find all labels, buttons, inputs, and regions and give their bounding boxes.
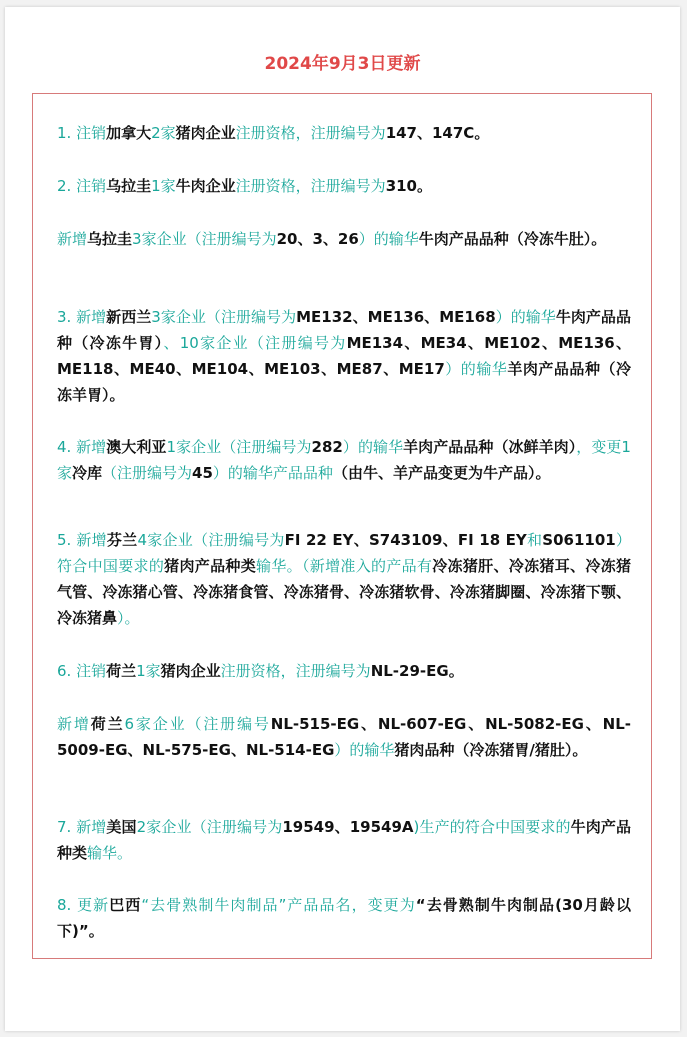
body-text: 1家 xyxy=(136,662,161,680)
emphasis-text: 加拿大 xyxy=(106,124,152,142)
emphasis-text: 羊肉产品品种（冷冻羊胃） xyxy=(57,360,631,404)
emphasis-text: 310 xyxy=(385,177,417,195)
body-text: 3家企业（注册编号为 xyxy=(151,308,297,326)
body-text: 1家 xyxy=(151,177,176,195)
body-text: 注册资格，注册编号为 xyxy=(220,662,371,680)
notice-page xyxy=(5,7,680,1031)
notice-item-4 xyxy=(57,434,631,486)
body-text: ）的输华 xyxy=(444,360,508,378)
emphasis-text: 。 xyxy=(448,662,464,680)
emphasis-text: 。 xyxy=(417,177,433,195)
emphasis-text: “去骨熟制牛肉制品(30月龄以下)” xyxy=(57,896,631,940)
emphasis-text: 澳大利亚 xyxy=(106,438,167,456)
emphasis-text: 新西兰 xyxy=(106,308,152,326)
emphasis-text: NL-515-EG、NL-607-EG、NL-5082-EG、NL-5009-EG、NL-575-EG、NL-514-EG xyxy=(57,715,631,759)
notice-item-5 xyxy=(57,527,631,631)
body-text: 4家企业（注册编号为 xyxy=(137,531,285,549)
body-text: ，变更1家 xyxy=(57,438,631,482)
emphasis-text: 。 xyxy=(535,464,551,482)
body-text: 新增 xyxy=(57,715,91,733)
body-text: ）的输华 xyxy=(358,230,419,248)
emphasis-text: 牛肉产品种类 xyxy=(57,818,631,862)
notice-item-6 xyxy=(57,658,631,684)
body-text: 1家企业（注册编号为 xyxy=(166,438,312,456)
body-text: 注册资格，注册编号为 xyxy=(235,124,386,142)
notice-item-1 xyxy=(57,120,631,146)
emphasis-text: 猪肉产品种类 xyxy=(164,557,257,575)
emphasis-text: 荷兰 xyxy=(106,662,137,680)
body-text: ）的输华 xyxy=(495,308,556,326)
emphasis-text: 芬兰 xyxy=(106,531,138,549)
emphasis-text: 。 xyxy=(109,386,125,404)
notice-box xyxy=(32,93,652,959)
body-text: 3. 新增 xyxy=(57,308,107,326)
emphasis-text: 牛肉企业 xyxy=(175,177,236,195)
body-text: )生产的符合中国要求的 xyxy=(413,818,571,836)
emphasis-text: 。 xyxy=(591,230,607,248)
body-text: 1. 注销 xyxy=(57,124,107,142)
body-text: 6. 注销 xyxy=(57,662,107,680)
emphasis-text: 牛肉产品品种（冷冻牛胃） xyxy=(57,308,631,352)
emphasis-text: 。 xyxy=(474,124,490,142)
body-text: 2家 xyxy=(151,124,176,142)
emphasis-text: ME132、ME136、ME168 xyxy=(296,308,496,326)
emphasis-text: 147、147C xyxy=(385,124,475,142)
emphasis-text: 。 xyxy=(572,741,588,759)
body-text: ）的输华 xyxy=(334,741,395,759)
emphasis-text: S061101 xyxy=(542,531,616,549)
body-text: 注册资格，注册编号为 xyxy=(235,177,386,195)
body-text: ）。 xyxy=(117,609,140,627)
emphasis-text: ME134、ME34、ME102、ME136、ME118、ME40、ME104、ME103、ME87、ME17 xyxy=(57,334,631,378)
notice-item-2 xyxy=(57,173,631,199)
body-text: 2家企业（注册编号为 xyxy=(136,818,283,836)
emphasis-text: 冷库 xyxy=(72,464,103,482)
body-text: 2. 注销 xyxy=(57,177,107,195)
emphasis-text: 美国 xyxy=(106,818,137,836)
notice-item-2-addition xyxy=(57,226,631,252)
emphasis-text: 45 xyxy=(192,464,213,482)
emphasis-text: 羊肉产品品种（冰鲜羊肉） xyxy=(403,438,577,456)
body-text: 新增 xyxy=(57,230,88,248)
body-text: 5. 新增 xyxy=(57,531,107,549)
emphasis-text: 牛肉产品品种（冷冻牛肚） xyxy=(418,230,592,248)
emphasis-text: （由牛、羊产品变更为牛产品） xyxy=(332,464,536,482)
body-text: 8. 更新 xyxy=(57,896,110,914)
notice-item-8 xyxy=(57,892,631,944)
body-text: 输华。（新增准入的产品有 xyxy=(256,557,433,575)
body-text: ）的输华产品品种 xyxy=(212,464,333,482)
notice-item-6-addition xyxy=(57,711,631,763)
emphasis-text: 。 xyxy=(88,922,104,940)
body-text: 7. 新增 xyxy=(57,818,107,836)
emphasis-text: 荷兰 xyxy=(90,715,125,733)
emphasis-text: 乌拉圭 xyxy=(87,230,133,248)
emphasis-text: 乌拉圭 xyxy=(106,177,152,195)
emphasis-text: 猪肉品种（冷冻猪胃/猪肚） xyxy=(394,741,573,759)
body-text: 3家企业（注册编号为 xyxy=(132,230,277,248)
emphasis-text: 猪肉企业 xyxy=(160,662,221,680)
body-text: 4. 新增 xyxy=(57,438,107,456)
body-text: 输华。 xyxy=(87,844,133,862)
emphasis-text: 猪肉企业 xyxy=(175,124,236,142)
emphasis-text: NL-29-EG xyxy=(370,662,449,680)
emphasis-text: FI 22 EY、S743109、FI 18 EY xyxy=(284,531,527,549)
body-text: ）符合中国要求的 xyxy=(57,531,631,575)
page-title: 2024年9月3日更新 xyxy=(264,54,421,74)
body-text: 、10家企业（注册编号为 xyxy=(163,334,347,352)
body-text: “去骨熟制牛肉制品”产品品名，变更为 xyxy=(141,896,416,914)
emphasis-text: 19549、19549A xyxy=(282,818,414,836)
body-text: （注册编号为 xyxy=(102,464,193,482)
body-text: 6家企业（注册编号 xyxy=(124,715,271,733)
emphasis-text: 冷冻猪肝、冷冻猪耳、冷冻猪气管、冷冻猪心管、冷冻猪食管、冷冻猪骨、冷冻猪软骨、冷冻猪脚圈、冷冻猪下颚、冷冻猪鼻 xyxy=(57,557,631,627)
emphasis-text: 282 xyxy=(311,438,343,456)
body-text: ）的输华 xyxy=(342,438,404,456)
emphasis-text: 巴西 xyxy=(109,896,142,914)
notice-item-7 xyxy=(57,814,631,866)
notice-item-3 xyxy=(57,304,631,408)
body-text: 和 xyxy=(526,531,543,549)
emphasis-text: 20、3、26 xyxy=(276,230,359,248)
